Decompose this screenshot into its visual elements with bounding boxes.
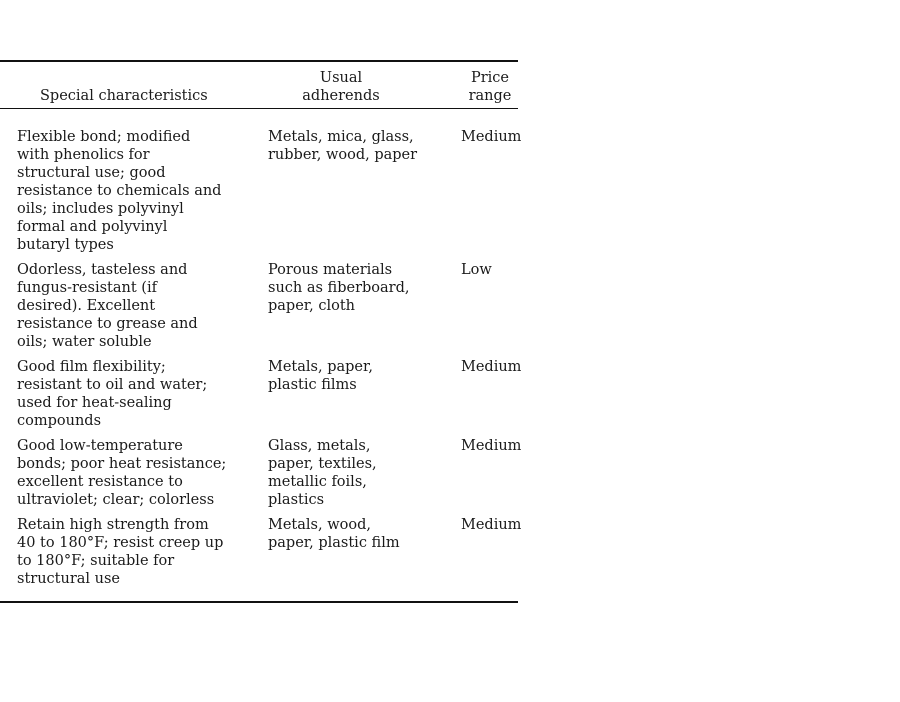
table-row (0, 437, 522, 509)
usual-adherends-cell: Metals, paper, plastic films (268, 359, 373, 393)
price-range-cell: Medium (461, 129, 522, 145)
header-price-range: Price range (468, 70, 512, 104)
price-range-cell: Medium (461, 359, 522, 375)
usual-adherends-cell: Metals, mica, glass, rubber, wood, paper (268, 129, 418, 163)
special-cell: Good low-temperature bonds; poor heat resistance; excellent resistance to ultraviolet; clear; colorless (17, 438, 227, 508)
table-bottom-rule (0, 601, 518, 603)
table-row (0, 516, 522, 588)
usual-adherends-cell: Metals, wood, paper, plastic film (268, 517, 400, 551)
price-range-cell: Medium (461, 517, 522, 533)
table-body (0, 109, 522, 601)
table-header (0, 62, 518, 108)
table-row (0, 128, 522, 254)
usual-adherends-cell: Glass, metals, paper, textiles, metallic foils, plastics (268, 438, 377, 508)
adhesives-table (0, 60, 522, 603)
usual-adherends-cell: Porous materials such as fiberboard, paper, cloth (268, 262, 410, 314)
special-cell: Odorless, tasteless and fungus-resistant (if desired). Excellent resistance to grease and oils; water soluble (17, 262, 198, 350)
special-cell: Retain high strength from 40 to 180°F; resist creep up to 180°F; suitable for structural use (17, 517, 224, 587)
special-cell: Flexible bond; modified with phenolics for structural use; good resistance to chemicals and oils; includes polyvinyl formal and polyvinyl butaryl types (17, 129, 222, 253)
header-usual-adherends: Usual adherends (302, 70, 380, 104)
table-row (0, 261, 518, 351)
price-range-cell: Medium (461, 438, 522, 454)
table-row (0, 358, 522, 430)
header-special-characteristics: Special characteristics (40, 88, 208, 104)
special-cell: Good film flexibility; resistant to oil and water; used for heat-sealing compounds (17, 359, 208, 429)
price-range-cell: Low (461, 262, 492, 278)
